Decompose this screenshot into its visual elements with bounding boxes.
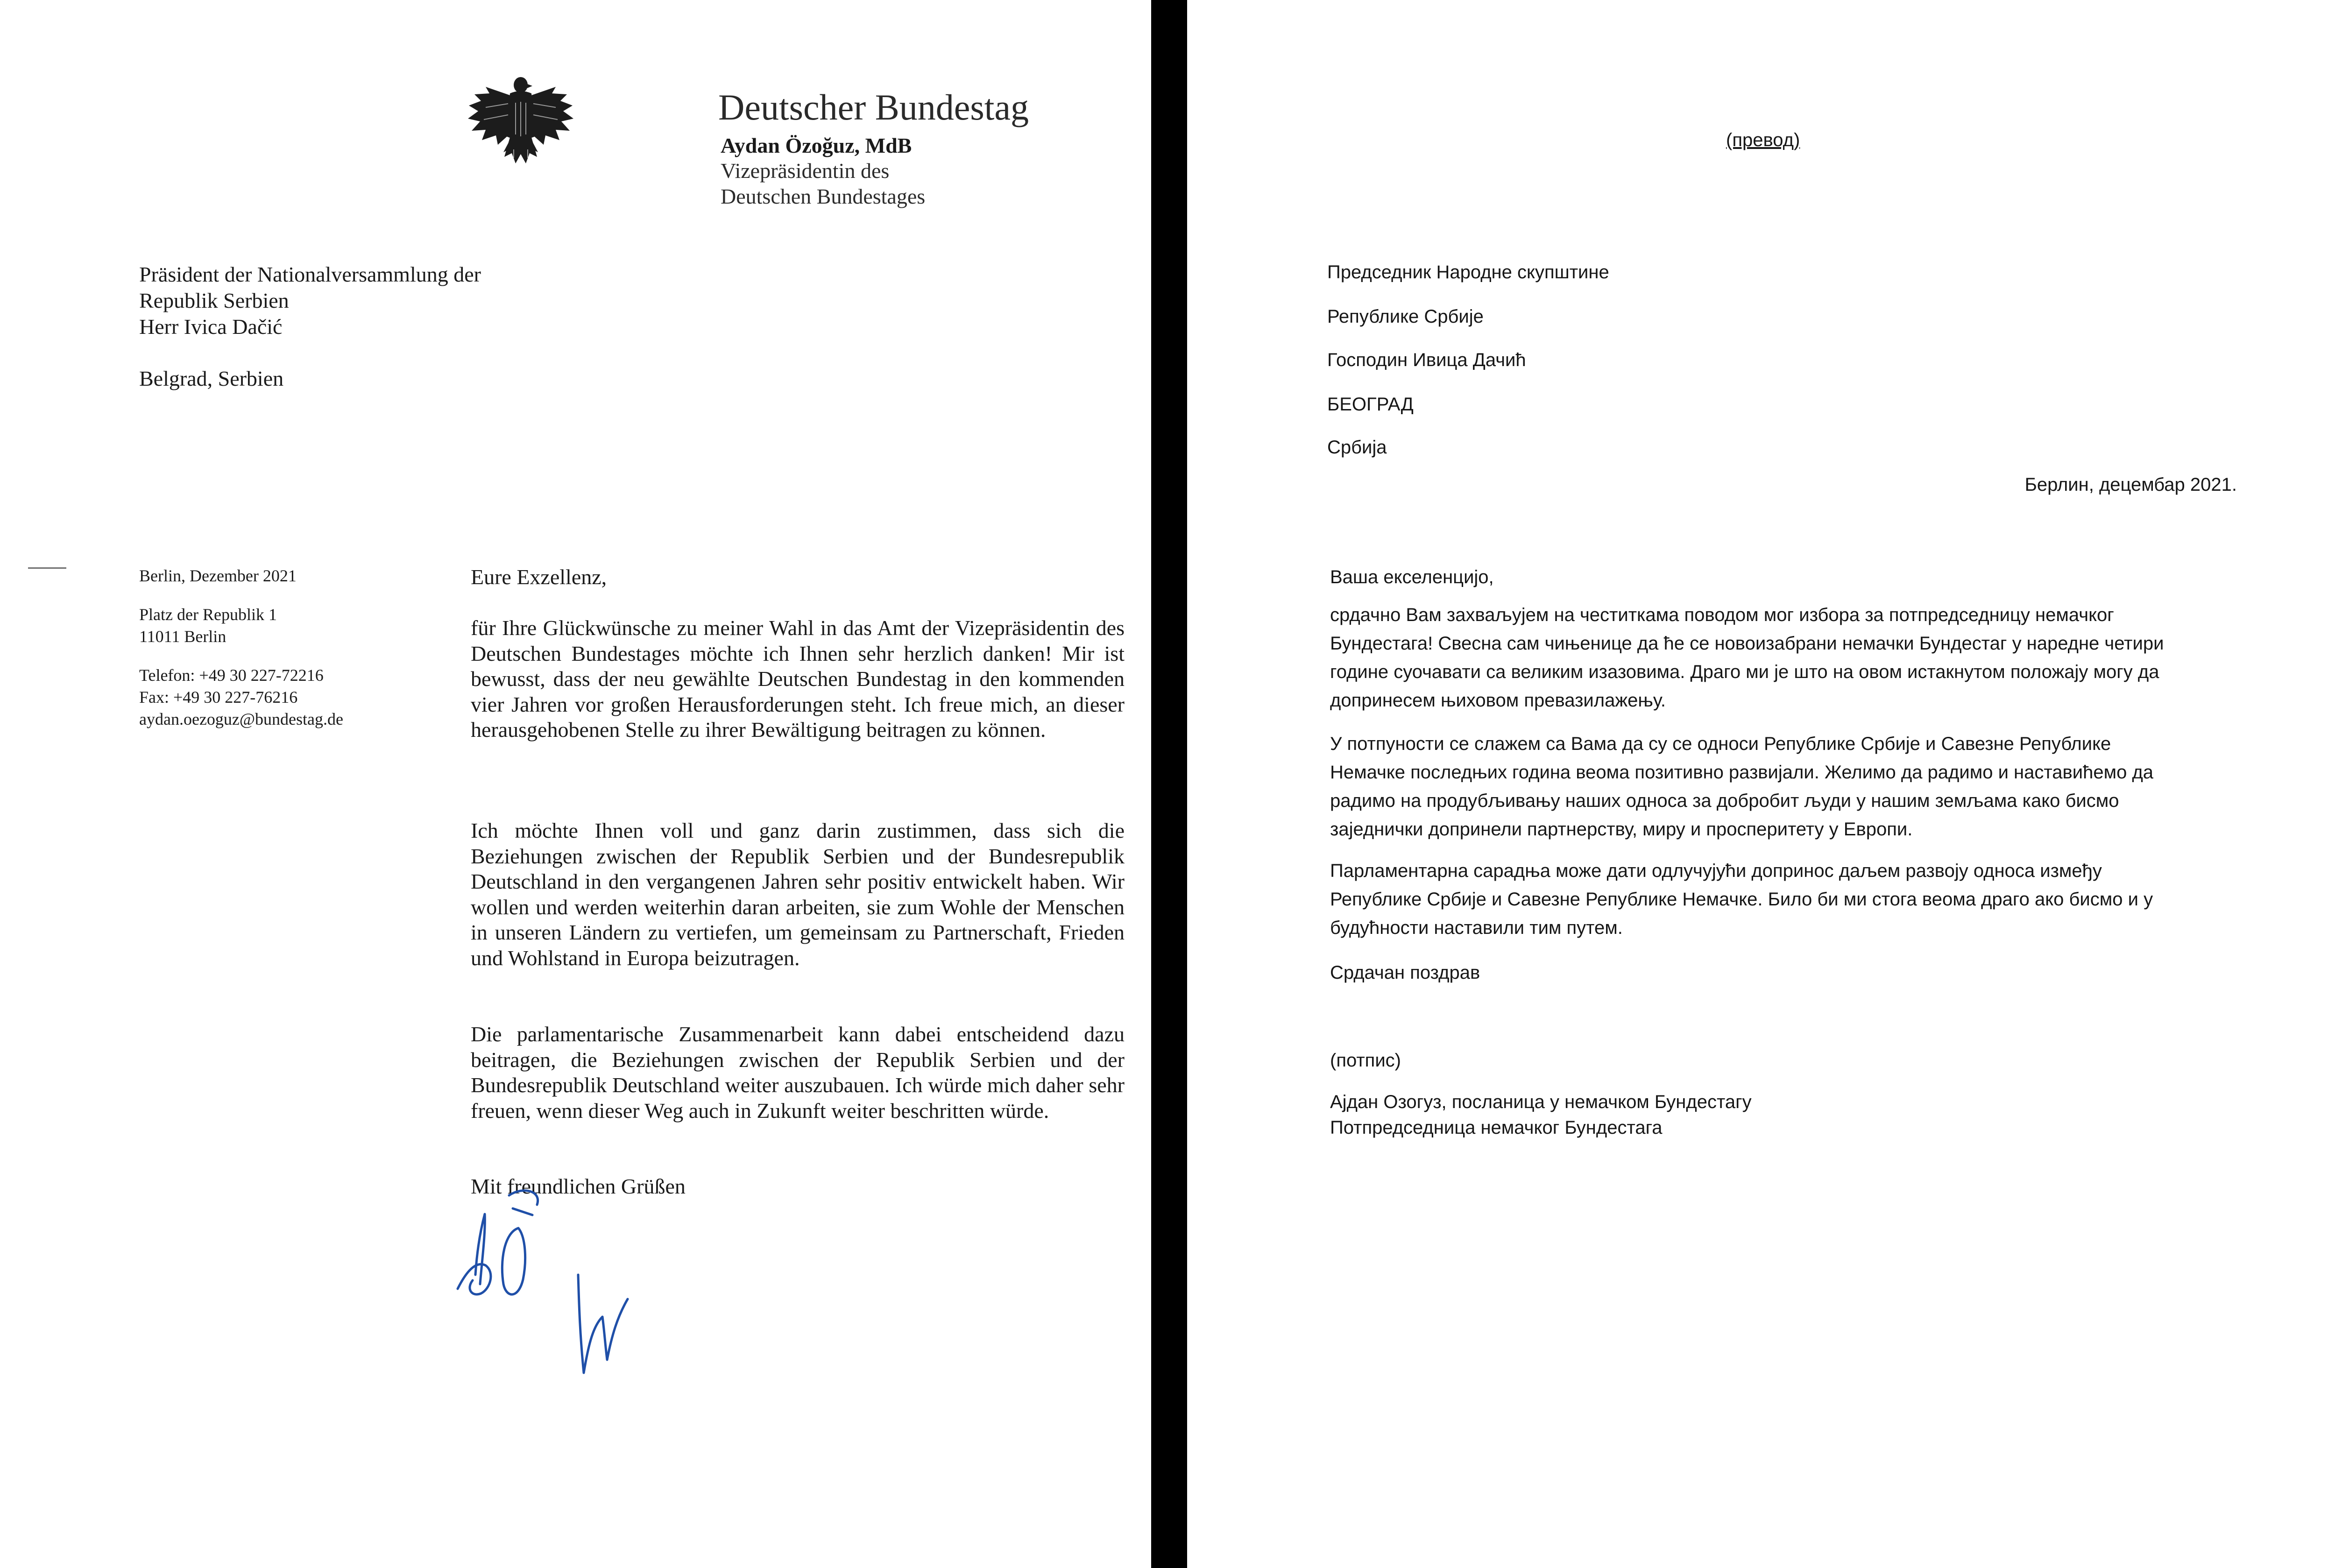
german-letter-page	[0, 0, 1151, 1568]
fax-number: Fax: +49 30 227-76216	[139, 688, 298, 706]
handwritten-signature	[448, 1177, 654, 1420]
paragraph-line: године суочавати са великим изазовима. Драго ми је што на овом истакнутом положају могу да	[1330, 662, 2159, 682]
signature-note: (потпис)	[1330, 1050, 1401, 1071]
body-paragraph	[1330, 857, 2153, 942]
sender-role-line: Deutschen Bundestages	[721, 184, 926, 208]
paragraph-line: радимо на продубљивању наших односа за добробит људи у нашим земљама како бисмо	[1330, 791, 2119, 811]
paragraph-line: будућности наставили тим путем.	[1330, 918, 1623, 938]
serbian-translation-page	[1187, 0, 2335, 1568]
salutation: Eure Exzellenz,	[471, 565, 607, 589]
salutation: Ваша екселенцијо,	[1330, 567, 1494, 587]
organization-name: Deutscher Bundestag	[718, 87, 1029, 127]
recipient-line: БЕОГРАД	[1327, 394, 1414, 415]
recipient-line: Republik Serbien	[139, 289, 289, 312]
body-paragraph: Die parlamentarische Zusammenarbeit kann dabei entscheidend dazu beitragen, die Beziehungen zwischen der Republik Serbien und der Bundesrepublik Deutschland weiter auszubauen. Ich würde mich daher sehr freuen, wenn dieser Weg auch in Zukunft weiter beschritten würde.	[471, 1022, 1125, 1123]
sender-role-line: Vizepräsidentin des	[721, 159, 890, 183]
paragraph-line: Републике Србије и Савезне Републике Немачке. Било би ми стога веома драго ако бисмо и у	[1330, 889, 2153, 910]
paragraph-line: допринесем њиховом превазилажењу.	[1330, 690, 1666, 711]
fold-mark	[28, 567, 66, 569]
recipient-line: Господин Ивица Дачић	[1327, 350, 1526, 370]
paragraph-line: Бундестага! Свесна сам чињенице да ће се новоизабрани немачки Бундестаг у наредне четири	[1330, 633, 2164, 654]
recipient-address	[139, 261, 481, 340]
signer-block	[1330, 1089, 1752, 1141]
sender-contact-column	[139, 565, 343, 730]
paragraph-line: заједнички допринели партнерству, миру и просперитету у Европи.	[1330, 819, 1913, 840]
sender-address-line: 11011 Berlin	[139, 627, 226, 646]
letter-date: Берлин, децембар 2021.	[2024, 474, 2237, 495]
recipient-line: Präsident der Nationalversammlung der	[139, 262, 481, 286]
sender-name: Aydan Özoğuz, MdB	[721, 134, 912, 157]
closing: Mit freundlichen Grüßen	[471, 1174, 686, 1198]
body-paragraph	[1330, 730, 2153, 844]
body-paragraph: Ich möchte Ihnen voll und ganz darin zustimmen, dass sich die Beziehungen zwischen der Republik Serbien und der Bundesrepublik Deutschland in den vergangenen Jahren sehr positiv entwickelt haben. Wir wollen und werden weiterhin daran arbeiten, sie zum Wohle der Menschen in unseren Ländern zu vertiefen, um gemeinsam zu Partnerschaft, Frieden und Wohlstand in Europa beizutragen.	[471, 819, 1125, 970]
phone-number: Telefon: +49 30 227-72216	[139, 666, 324, 685]
body-paragraph: für Ihre Glückwünsche zu meiner Wahl in das Amt der Vizepräsidentin des Deutschen Bundestages möchte ich Ihnen sehr herzlich danken! Mir ist bewusst, dass der neu gewählte Deutschen Bundestag in den kommenden vier Jahren vor großen Herausforderungen steht. Ich freue mich, an dieser herausgehobenen Stelle zu ihrer Bewältigung beitragen zu können.	[471, 616, 1125, 742]
closing: Срдачан поздрав	[1330, 962, 1480, 983]
paragraph-line: Парламентарна сарадња може дати одлучујући допринос даљем развоју односа између	[1330, 861, 2102, 881]
federal-eagle-icon	[467, 75, 574, 168]
recipient-city: Belgrad, Serbien	[139, 367, 284, 390]
paragraph-line: У потпуности се слажем са Вама да су се односи Републике Србије и Савезне Републике	[1330, 734, 2111, 754]
recipient-line: Председник Народне скупштине	[1327, 262, 1609, 283]
paragraph-line: Немачке последњих година веома позитивно развијали. Желимо да радимо и наставићемо да	[1330, 762, 2154, 783]
email-address: aydan.oezoguz@bundestag.de	[139, 710, 343, 728]
recipient-line: Herr Ivica Dačić	[139, 315, 283, 339]
sender-role	[721, 158, 925, 209]
sender-address-line: Platz der Republik 1	[139, 605, 277, 624]
signer-line: Потпредседница немачког Бундестага	[1330, 1117, 1663, 1138]
body-paragraph	[1330, 601, 2164, 715]
recipient-line: Србија	[1327, 437, 1387, 458]
recipient-line: Републике Србије	[1327, 306, 1484, 327]
page-divider	[1151, 0, 1187, 1568]
letter-date: Berlin, Dezember 2021	[139, 566, 297, 585]
translation-note: (превод)	[1726, 130, 1800, 150]
paragraph-line: срдачно Вам захваљујем на честиткама поводом мог избора за потпредседницу немачког	[1330, 605, 2114, 625]
signer-line: Ајдан Озогуз, посланица у немачком Бундестагу	[1330, 1092, 1752, 1112]
